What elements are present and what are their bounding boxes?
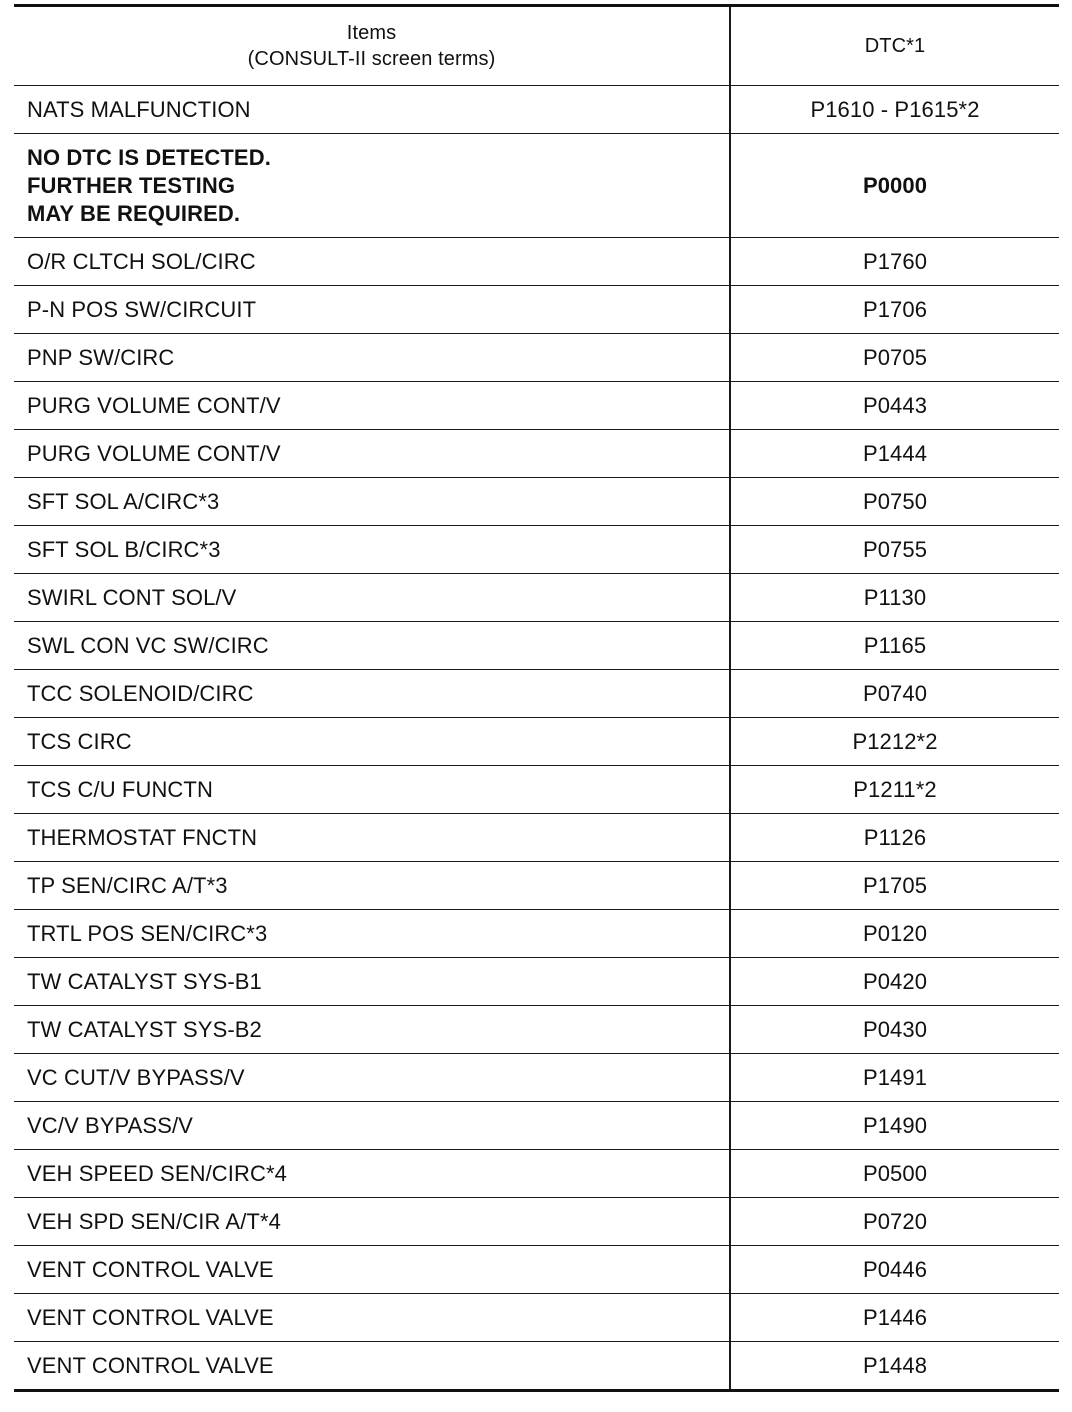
dtc-cell: P0755	[730, 526, 1059, 574]
table-row	[14, 910, 1059, 958]
table-row	[14, 622, 1059, 670]
table-row	[14, 1198, 1059, 1246]
dtc-cell: P0443	[730, 382, 1059, 430]
dtc-cell: P1610 - P1615*2	[730, 86, 1059, 134]
item-line: FURTHER TESTING	[27, 172, 236, 198]
item-cell: VC CUT/V BYPASS/V	[14, 1054, 730, 1102]
table-row	[14, 238, 1059, 286]
dtc-cell: P1211*2	[730, 766, 1059, 814]
table-row	[14, 286, 1059, 334]
item-cell: TP SEN/CIRC A/T*3	[14, 862, 730, 910]
table-row	[14, 478, 1059, 526]
item-cell: TCS CIRC	[14, 718, 730, 766]
item-line: MAY BE REQUIRED.	[27, 200, 241, 226]
item-cell: TCC SOLENOID/CIRC	[14, 670, 730, 718]
dtc-cell: P1446	[730, 1294, 1059, 1342]
dtc-cell: P0000	[730, 134, 1059, 238]
table-row	[14, 862, 1059, 910]
table-row	[14, 1294, 1059, 1342]
item-cell: VEH SPD SEN/CIR A/T*4	[14, 1198, 730, 1246]
item-cell: TCS C/U FUNCTN	[14, 766, 730, 814]
dtc-cell: P1448	[730, 1342, 1059, 1391]
table-row	[14, 526, 1059, 574]
dtc-cell: P0750	[730, 478, 1059, 526]
dtc-cell: P0740	[730, 670, 1059, 718]
table-row	[14, 718, 1059, 766]
item-cell: P-N POS SW/CIRCUIT	[14, 286, 730, 334]
dtc-cell: P0500	[730, 1150, 1059, 1198]
item-cell: PNP SW/CIRC	[14, 334, 730, 382]
table-row	[14, 430, 1059, 478]
dtc-cell: P1130	[730, 574, 1059, 622]
table-row	[14, 814, 1059, 862]
table-row	[14, 334, 1059, 382]
dtc-cell: P1760	[730, 238, 1059, 286]
dtc-cell: P1491	[730, 1054, 1059, 1102]
item-cell: SWIRL CONT SOL/V	[14, 574, 730, 622]
item-cell: SFT SOL A/CIRC*3	[14, 478, 730, 526]
table-row	[14, 1150, 1059, 1198]
table-row	[14, 134, 1059, 238]
table-row	[14, 1054, 1059, 1102]
dtc-cell: P0420	[730, 958, 1059, 1006]
dtc-cell: P0720	[730, 1198, 1059, 1246]
item-cell: TW CATALYST SYS-B2	[14, 1006, 730, 1054]
dtc-cell: P1706	[730, 286, 1059, 334]
table-row	[14, 1102, 1059, 1150]
item-cell: TW CATALYST SYS-B1	[14, 958, 730, 1006]
dtc-cell: P1126	[730, 814, 1059, 862]
item-cell: PURG VOLUME CONT/V	[14, 382, 730, 430]
table-row	[14, 766, 1059, 814]
item-cell: VENT CONTROL VALVE	[14, 1246, 730, 1294]
header-items-subtitle: (CONSULT-II screen terms)	[247, 48, 496, 70]
item-cell: VENT CONTROL VALVE	[14, 1342, 730, 1391]
table-row	[14, 958, 1059, 1006]
table-row	[14, 382, 1059, 430]
dtc-cell: P0120	[730, 910, 1059, 958]
table-row	[14, 1006, 1059, 1054]
item-cell: THERMOSTAT FNCTN	[14, 814, 730, 862]
item-cell: VEH SPEED SEN/CIRC*4	[14, 1150, 730, 1198]
dtc-cell: P1212*2	[730, 718, 1059, 766]
item-cell: SWL CON VC SW/CIRC	[14, 622, 730, 670]
table-row	[14, 670, 1059, 718]
item-cell: VC/V BYPASS/V	[14, 1102, 730, 1150]
table-row	[14, 86, 1059, 134]
header-items	[14, 6, 730, 86]
table-row	[14, 1342, 1059, 1391]
item-cell	[14, 134, 730, 238]
item-cell: SFT SOL B/CIRC*3	[14, 526, 730, 574]
dtc-cell: P1444	[730, 430, 1059, 478]
dtc-table	[14, 4, 1059, 1392]
dtc-cell: P0430	[730, 1006, 1059, 1054]
item-cell: O/R CLTCH SOL/CIRC	[14, 238, 730, 286]
item-cell: VENT CONTROL VALVE	[14, 1294, 730, 1342]
header-items-title: Items	[346, 22, 397, 44]
table-header-row	[14, 6, 1059, 86]
item-cell: NATS MALFUNCTION	[14, 86, 730, 134]
header-dtc: DTC*1	[730, 6, 1059, 86]
table-row	[14, 1246, 1059, 1294]
dtc-cell: P1490	[730, 1102, 1059, 1150]
dtc-cell: P1165	[730, 622, 1059, 670]
item-cell: TRTL POS SEN/CIRC*3	[14, 910, 730, 958]
item-line: NO DTC IS DETECTED.	[27, 144, 271, 170]
dtc-cell: P1705	[730, 862, 1059, 910]
dtc-cell: P0446	[730, 1246, 1059, 1294]
item-cell: PURG VOLUME CONT/V	[14, 430, 730, 478]
table-row	[14, 574, 1059, 622]
dtc-cell: P0705	[730, 334, 1059, 382]
